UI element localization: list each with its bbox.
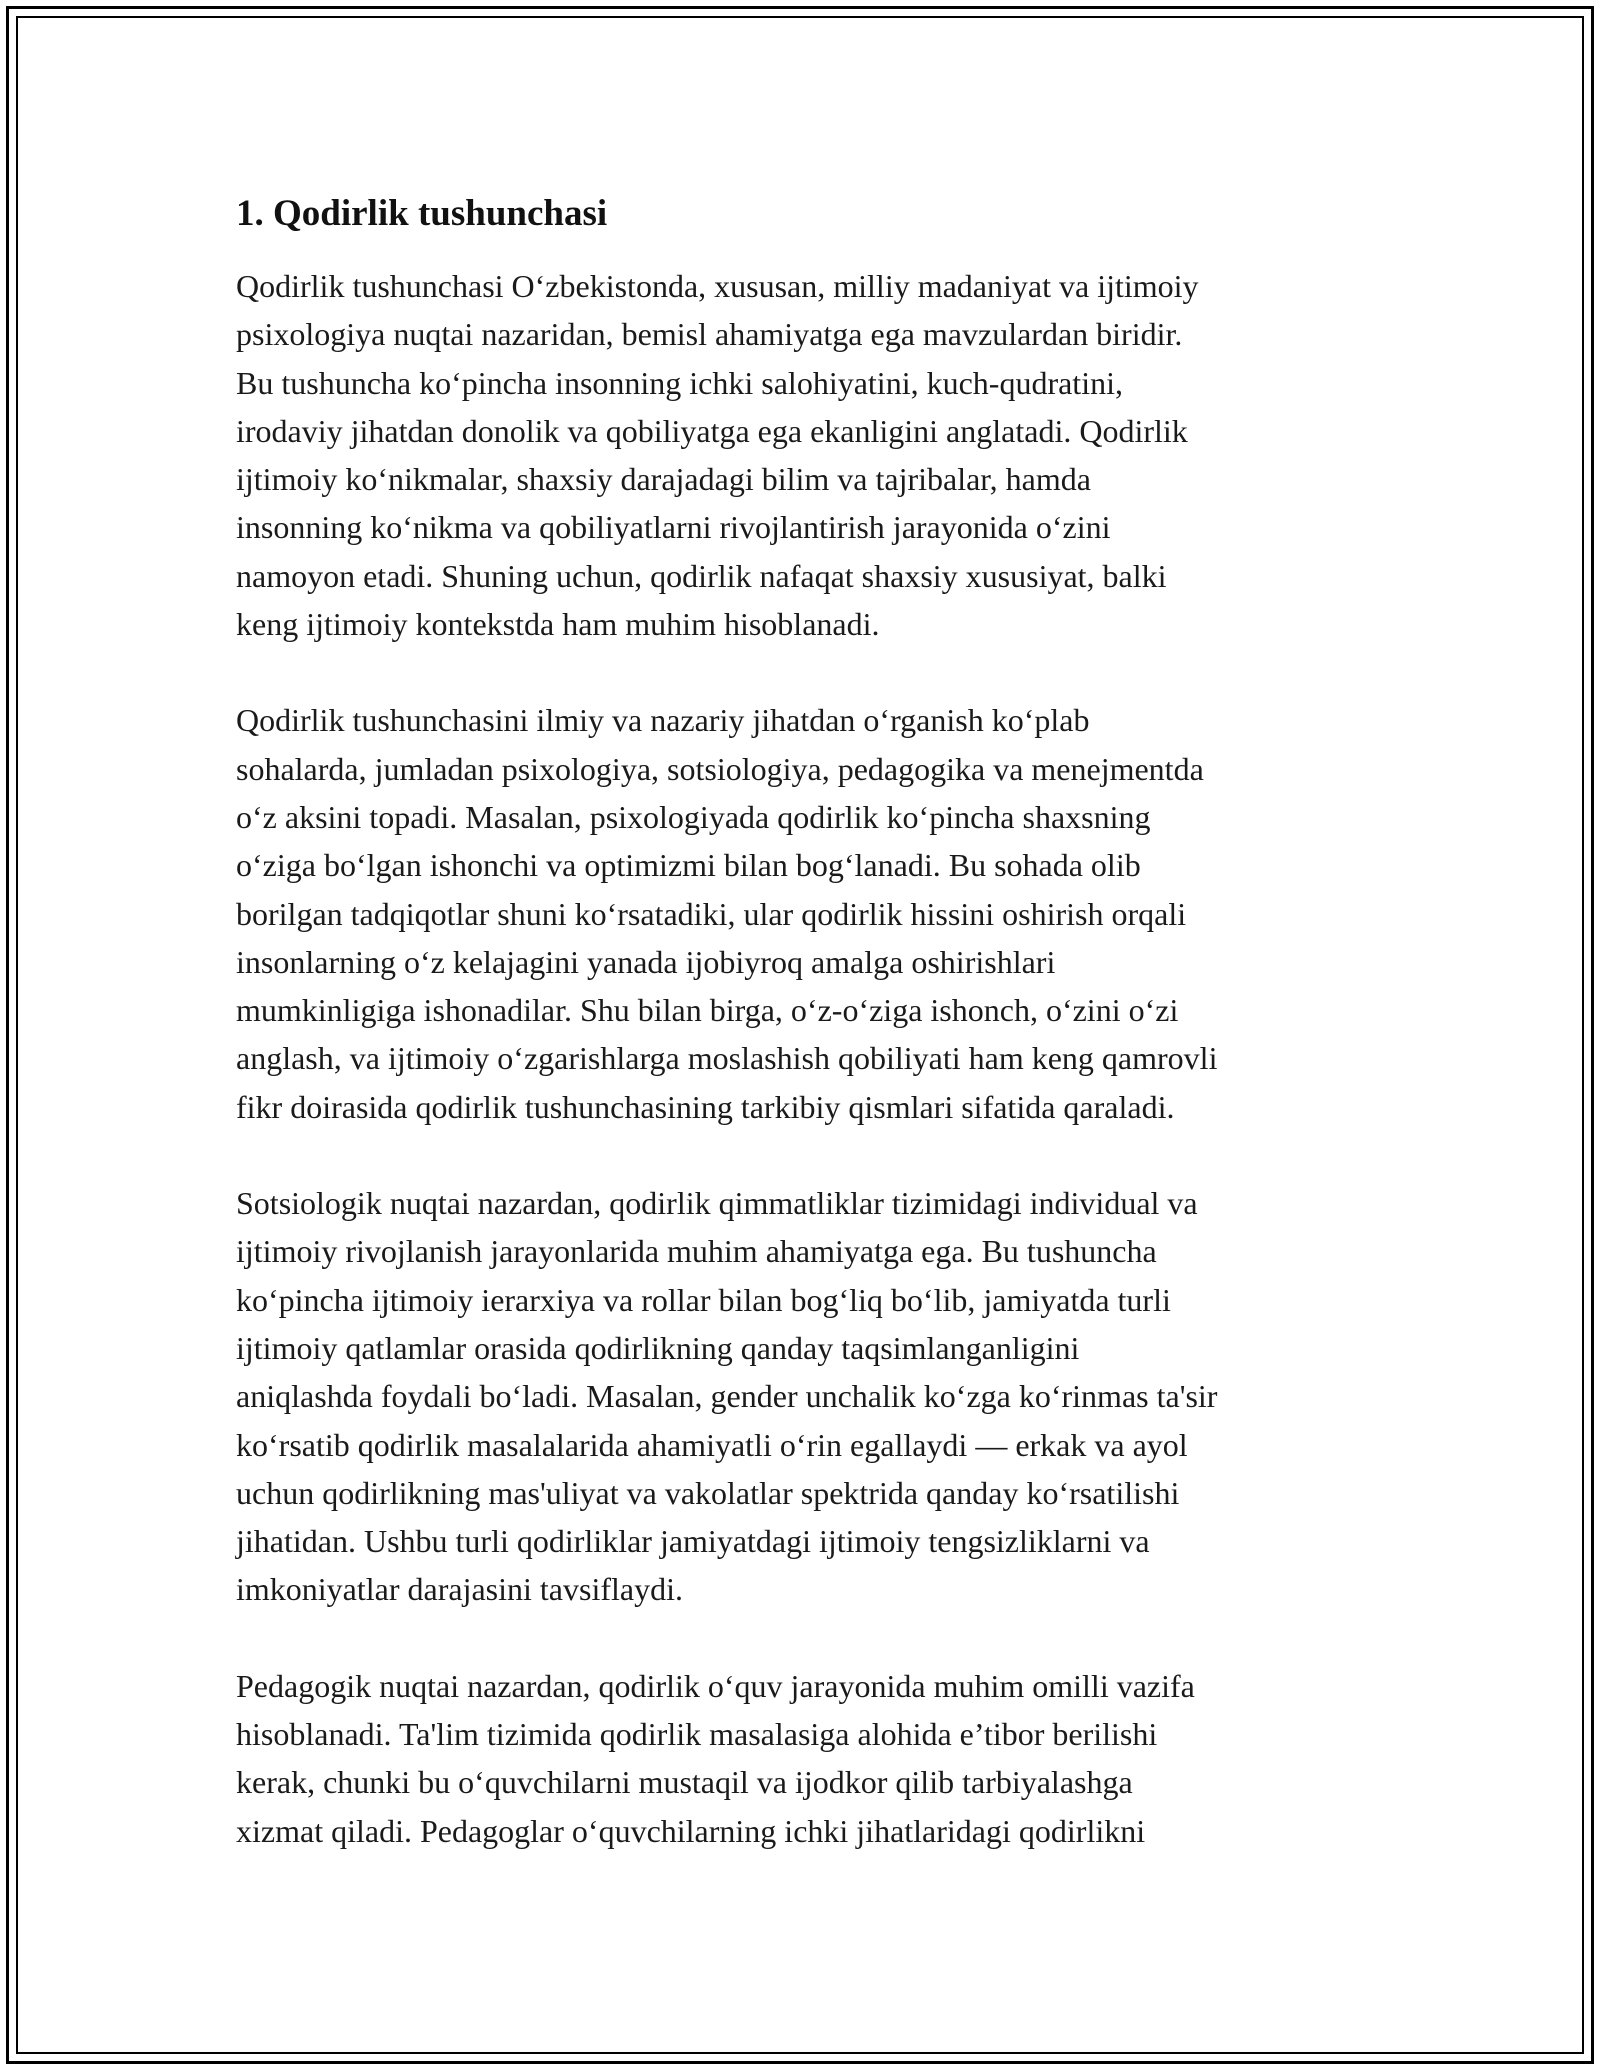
paragraph-4 (236, 1662, 1396, 1855)
text-line: aniqlashda foydali bo‘ladi. Masalan, gender unchalik ko‘zga ko‘rinmas ta'sir (236, 1378, 1218, 1415)
text-line: Qodirlik tushunchasi O‘zbekistonda, xususan, milliy madaniyat va ijtimoiy (236, 268, 1199, 304)
text-line: Bu tushuncha ko‘pincha insonning ichki salohiyatini, kuch-qudratini, (236, 364, 1123, 401)
paragraph-2 (236, 696, 1396, 1131)
text-line: keng ijtimoiy kontekstda ham muhim hisoblanadi. (236, 606, 880, 643)
text-line: Pedagogik nuqtai nazardan, qodirlik o‘quv jarayonida muhim omilli vazifa (236, 1667, 1195, 1704)
text-line: uchun qodirlikning mas'uliyat va vakolatlar spektrida qanday ko‘rsatilishi (236, 1474, 1180, 1511)
document-body (236, 188, 1396, 1903)
text-line: ijtimoiy ko‘nikmalar, shaxsiy darajadagi bilim va tajribalar, hamda (236, 461, 1091, 498)
text-line: o‘z aksini topadi. Masalan, psixologiyada qodirlik ko‘pincha shaxsning (236, 798, 1151, 835)
text-line: kerak, chunki bu o‘quvchilarni mustaqil va ijodkor qilib tarbiyalashga (236, 1764, 1133, 1801)
paragraph-3 (236, 1179, 1396, 1614)
text-line: o‘ziga bo‘lgan ishonchi va optimizmi bilan bog‘lanadi. Bu sohada olib (236, 847, 1141, 884)
text-line: insonning ko‘nikma va qobiliyatlarni rivojlantirish jarayonida o‘zini (236, 509, 1111, 546)
text-line: fikr doirasida qodirlik tushunchasining tarkibiy qismlari sifatida qaraladi. (236, 1088, 1175, 1125)
text-line: Sotsiologik nuqtai nazardan, qodirlik qimmatliklar tizimidagi individual va (236, 1185, 1198, 1222)
text-line: jihatidan. Ushbu turli qodirliklar jamiyatdagi ijtimoiy tengsizliklarni va (236, 1523, 1150, 1560)
text-line: mumkinligiga ishonadilar. Shu bilan birga, o‘z-o‘ziga ishonch, o‘zini o‘zi (236, 992, 1179, 1029)
text-line: namoyon etadi. Shuning uchun, qodirlik nafaqat shaxsiy xususiyat, balki (236, 557, 1167, 594)
section-heading: 1. Qodirlik tushunchasi (236, 193, 608, 234)
text-line: imkoniyatlar darajasini tavsiflaydi. (236, 1571, 683, 1608)
text-line: hisoblanadi. Ta'lim tizimida qodirlik masalasiga alohida e’tibor berilishi (236, 1716, 1158, 1753)
text-line: Qodirlik tushunchasini ilmiy va nazariy jihatdan o‘rganish ko‘plab (236, 702, 1090, 739)
text-line: irodaviy jihatdan donolik va qobiliyatga ega ekanligini anglatadi. Qodirlik (236, 412, 1188, 449)
text-line: psixologiya nuqtai nazaridan, bemisl ahamiyatga ega mavzulardan biridir. (236, 316, 1183, 353)
paragraph-1 (236, 262, 1396, 648)
text-line: borilgan tadqiqotlar shuni ko‘rsatadiki, ular qodirlik hissini oshirish orqali (236, 895, 1187, 932)
text-line: insonlarning o‘z kelajagini yanada ijobiyroq amalga oshirishlari (236, 943, 1056, 980)
text-line: ko‘rsatib qodirlik masalalarida ahamiyatli o‘rin egallaydi — erkak va ayol (236, 1426, 1188, 1463)
text-line: anglash, va ijtimoiy o‘zgarishlarga moslashish qobiliyati ham keng qamrovli (236, 1040, 1218, 1077)
text-line: ijtimoiy rivojlanish jarayonlarida muhim ahamiyatga ega. Bu tushuncha (236, 1233, 1157, 1270)
text-line: xizmat qiladi. Pedagoglar o‘quvchilarning ichki jihatlaridagi qodirlikni (236, 1812, 1146, 1849)
text-line: ijtimoiy qatlamlar orasida qodirlikning qanday taqsimlanganligini (236, 1329, 1080, 1366)
text-line: sohalarda, jumladan psixologiya, sotsiologiya, pedagogika va menejmentda (236, 750, 1204, 787)
text-line: ko‘pincha ijtimoiy ierarxiya va rollar bilan bog‘liq bo‘lib, jamiyatda turli (236, 1281, 1171, 1318)
